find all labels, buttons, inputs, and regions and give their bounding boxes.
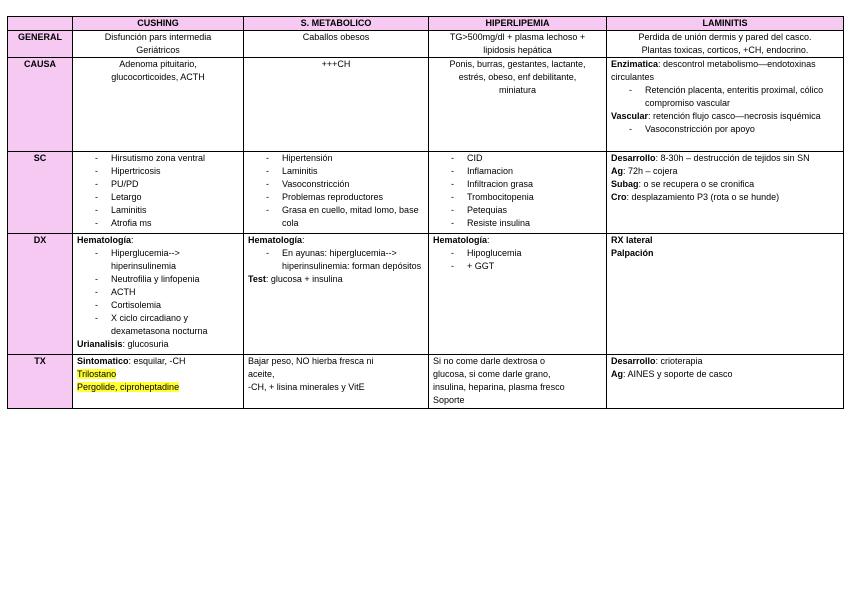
text-line: glucocorticoides, ACTH — [111, 72, 205, 82]
list-item: - Inflamacion — [451, 165, 602, 178]
list-item: - Vasoconstricción por apoyo — [629, 123, 839, 136]
text-line: aceite, — [248, 369, 275, 379]
highlight-line — [77, 381, 239, 394]
row-dx — [8, 234, 844, 355]
col-header-cushing: CUSHING — [73, 17, 244, 31]
stage-label: Subag — [611, 179, 639, 189]
vascular-line — [611, 110, 839, 123]
list-item: - + GGT — [451, 260, 602, 273]
dx-cushing-list — [77, 247, 239, 338]
list-item: - Hirsutismo zona ventral — [95, 152, 239, 165]
cell-tx-hiperlipemia — [429, 355, 607, 409]
notes-table — [7, 16, 844, 409]
dx-hiperlipemia-list — [433, 247, 602, 273]
row-header-general: GENERAL — [8, 31, 73, 58]
vascular-text: : retención flujo casco—necrosis isquémica — [648, 111, 821, 121]
dx-method: RX lateral — [611, 235, 653, 245]
enzimatica-label: Enzimatica — [611, 59, 659, 69]
hematologia-heading: Hematología: — [433, 235, 490, 245]
urianalisis-line — [77, 338, 239, 351]
tx-text: : AINES y soporte de casco — [623, 369, 733, 379]
highlighted-text: Trilostano — [77, 369, 117, 379]
row-causa — [8, 58, 844, 152]
stage-label: Cro — [611, 192, 627, 202]
cell-dx-hiperlipemia — [429, 234, 607, 355]
highlighted-text: Pergolide, ciproheptadine — [77, 382, 180, 392]
cell-sc-cushing — [73, 152, 244, 234]
dx-laminitis-line — [611, 247, 839, 260]
tx-text: : crioterapia — [655, 356, 703, 366]
list-item: - Hipertricosis — [95, 165, 239, 178]
urianalisis-label: Urianalisis — [77, 339, 123, 349]
list-item: - Atrofia ms — [95, 217, 239, 230]
text-line: insulina, heparina, plasma fresco — [433, 382, 565, 392]
col-header-laminitis: LAMINITIS — [607, 17, 844, 31]
text-line: Bajar peso, NO hierba fresca ni — [248, 356, 374, 366]
stage-text: : o se recupera o se cronifica — [638, 179, 755, 189]
list-item: - Vasoconstricción — [266, 178, 424, 191]
sc-laminitis-line — [611, 165, 839, 178]
heading-text: Hematología — [433, 235, 488, 245]
enzimatica-line — [611, 58, 839, 84]
tx-laminitis-line — [611, 368, 839, 381]
list-item: - Retención placenta, enteritis proximal, cólico compromiso vascular — [629, 84, 839, 110]
text-line: Geriátricos — [136, 45, 180, 55]
cell-tx-metabolico — [244, 355, 429, 409]
list-item: - Grasa en cuello, mitad lomo, base cola — [266, 204, 424, 230]
stage-text: : desplazamiento P3 (rota o se hunde) — [626, 192, 780, 202]
heading-text: Hematología — [77, 235, 132, 245]
text-line: Ponis, burras, gestantes, lactante, — [449, 59, 586, 69]
row-sc — [8, 152, 844, 234]
stage-text: : 72h – cojera — [623, 166, 678, 176]
dx-laminitis-line — [611, 234, 839, 247]
stage-label: Desarrollo — [611, 153, 656, 163]
tx-label: Ag — [611, 369, 623, 379]
cell-sc-metabolico — [244, 152, 429, 234]
col-header-metabolico: S. METABOLICO — [244, 17, 429, 31]
row-header-sc: SC — [8, 152, 73, 234]
text-line: lipidosis hepática — [483, 45, 552, 55]
cell-general-cushing — [73, 31, 244, 58]
stage-text: : 8-30h – destrucción de tejidos sin SN — [655, 153, 810, 163]
list-item: - Laminitis — [95, 204, 239, 217]
sc-laminitis-line — [611, 191, 839, 204]
tx-laminitis-line — [611, 355, 839, 368]
hematologia-heading: Hematología: — [248, 235, 305, 245]
text-line: miniatura — [498, 85, 536, 95]
text-line: Perdida de unión dermis y pared del casco. — [638, 32, 812, 42]
text-line: Soporte — [433, 395, 465, 405]
test-label: Test — [248, 274, 266, 284]
enzimatica-list — [611, 84, 839, 110]
header-row — [8, 17, 844, 31]
sintomatico-line — [77, 355, 239, 368]
cell-sc-hiperlipemia — [429, 152, 607, 234]
text-line: TG>500mg/dl + plasma lechoso + — [449, 32, 586, 42]
cell-general-metabolico: Caballos obesos — [244, 31, 429, 58]
row-tx — [8, 355, 844, 409]
cell-dx-cushing — [73, 234, 244, 355]
list-item: - Hipertensión — [266, 152, 424, 165]
sc-laminitis-line — [611, 178, 839, 191]
list-item: - ACTH — [95, 286, 239, 299]
sc-hiperlipemia-list — [433, 152, 602, 230]
test-line — [248, 273, 424, 286]
cell-tx-cushing — [73, 355, 244, 409]
list-item: - CID — [451, 152, 602, 165]
list-item: - Letargo — [95, 191, 239, 204]
hematologia-heading: Hematología: — [77, 235, 134, 245]
list-item: - Cortisolemia — [95, 299, 239, 312]
text-line: -CH, + lisina minerales y VitE — [248, 382, 365, 392]
text-line: Adenoma pituitario, — [119, 59, 197, 69]
text-line: estrés, obeso, enf debilitante, — [458, 72, 577, 82]
list-item: - PU/PD — [95, 178, 239, 191]
sc-metabolico-list — [248, 152, 424, 230]
highlight-line — [77, 368, 239, 381]
list-item: - X ciclo circadiano y dexametasona nocturna — [95, 312, 239, 338]
cell-causa-metabolico: +++CH — [244, 58, 429, 152]
list-item: - Resiste insulina — [451, 217, 602, 230]
cell-tx-laminitis — [607, 355, 844, 409]
sintomatico-text: : esquilar, -CH — [128, 356, 186, 366]
row-general — [8, 31, 844, 58]
urianalisis-text: : glucosuria — [122, 339, 169, 349]
stage-label: Ag — [611, 166, 623, 176]
list-item: - Hipoglucemia — [451, 247, 602, 260]
enzimatica-text: : descontrol metabolismo—endotoxinas circulantes — [611, 59, 816, 82]
dx-method: Palpación — [611, 248, 654, 258]
cell-dx-laminitis — [607, 234, 844, 355]
cell-causa-hiperlipemia — [429, 58, 607, 152]
sintomatico-label: Sintomatico — [77, 356, 129, 366]
cell-general-hiperlipemia — [429, 31, 607, 58]
vascular-label: Vascular — [611, 111, 649, 121]
row-header-tx: TX — [8, 355, 73, 409]
list-item: - En ayunas: hiperglucemia--> hiperinsulinemia: forman depósitos — [266, 247, 424, 273]
list-item: - Petequias — [451, 204, 602, 217]
vascular-list — [611, 123, 839, 136]
list-item: - Hiperglucemia--> hiperinsulinemia — [95, 247, 239, 273]
text-line: Plantas toxicas, corticos, +CH, endocrino. — [641, 45, 809, 55]
sc-laminitis-line — [611, 152, 839, 165]
text-line: Disfunción pars intermedia — [104, 32, 212, 42]
cell-causa-cushing — [73, 58, 244, 152]
col-header-hiperlipemia: HIPERLIPEMIA — [429, 17, 607, 31]
test-text: : glucosa + insulina — [265, 274, 343, 284]
heading-text: Hematología — [248, 235, 303, 245]
text-line: Si no come darle dextrosa o — [433, 356, 546, 366]
row-header-causa: CAUSA — [8, 58, 73, 152]
list-item: - Problemas reproductores — [266, 191, 424, 204]
corner-cell — [8, 17, 73, 31]
tx-label: Desarrollo — [611, 356, 656, 366]
row-header-dx: DX — [8, 234, 73, 355]
list-item: - Laminitis — [266, 165, 424, 178]
list-item: - Infiltracion grasa — [451, 178, 602, 191]
cell-dx-metabolico — [244, 234, 429, 355]
list-item: - Neutrofilia y linfopenia — [95, 273, 239, 286]
cell-causa-laminitis — [607, 58, 844, 152]
text-line: glucosa, si come darle grano, — [433, 369, 551, 379]
list-item: - Trombocitopenia — [451, 191, 602, 204]
dx-metabolico-list — [248, 247, 424, 273]
cell-sc-laminitis — [607, 152, 844, 234]
sc-cushing-list — [77, 152, 239, 230]
cell-general-laminitis — [607, 31, 844, 58]
